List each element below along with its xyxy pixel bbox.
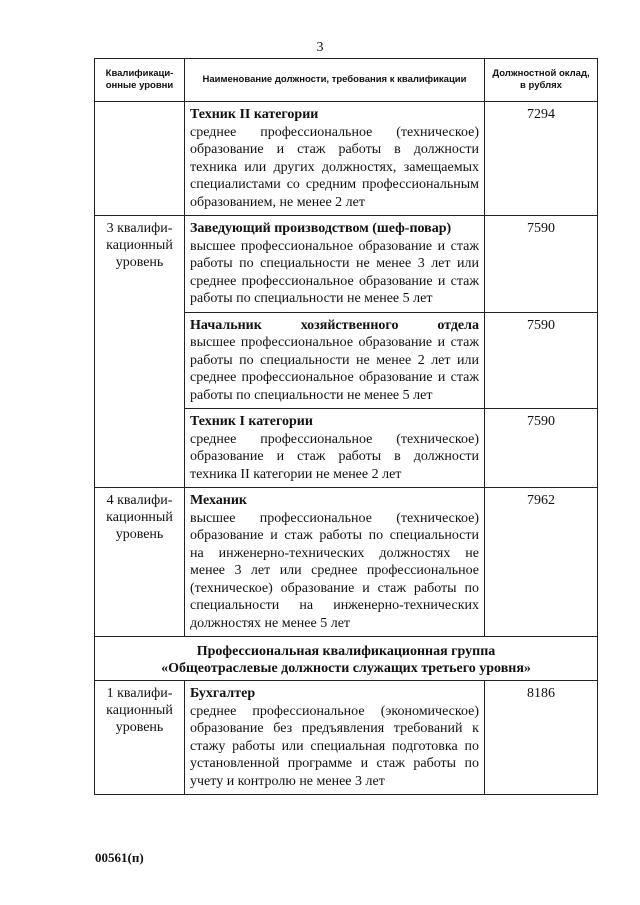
header-qualification-levels: Квалификаци-онные уровни <box>95 59 185 102</box>
position-cell <box>185 216 485 313</box>
salary-cell: 7590 <box>485 216 598 313</box>
salary-cell: 7590 <box>485 312 598 409</box>
position-title: Техник I категории <box>190 414 313 429</box>
position-requirements: среднее профессиональное (техническое) образование и стаж работы в должности техника или других должностях, замещаемых специалистами со средним профессиональным образованием, не менее 2 лет <box>190 124 479 210</box>
table-row <box>95 488 598 637</box>
level-cell: 1 квалифи-кационный уровень <box>95 681 185 795</box>
level-cell <box>95 102 185 216</box>
level-cell: 4 квалифи-кационный уровень <box>95 488 185 637</box>
position-cell <box>185 409 485 488</box>
table-row <box>95 216 598 313</box>
salary-cell: 7294 <box>485 102 598 216</box>
position-cell <box>185 488 485 637</box>
table-row <box>95 681 598 795</box>
group-subtitle: «Общеотраслевые должности служащих третьего уровня» <box>161 661 531 676</box>
page-number: 3 <box>316 40 324 55</box>
position-requirements: высшее профессиональное образование и стаж работы по специальности не менее 2 лет или среднее профессиональное образование и стаж работы по специальности не менее 5 лет <box>190 335 479 403</box>
position-requirements: высшее профессиональное образование и стаж работы по специальности не менее 3 лет или среднее профессиональное образование и стаж работы по специальности не менее 5 лет <box>190 238 479 306</box>
qualification-table <box>94 58 598 795</box>
document-code: 00561(п) <box>95 850 144 865</box>
position-title: Техник II категории <box>190 107 319 122</box>
group-header <box>95 637 598 681</box>
salary-cell: 8186 <box>485 681 598 795</box>
position-requirements: среднее профессиональное (техническое) образование и стаж работы в должности техника II категории не менее 2 лет <box>190 431 479 482</box>
position-requirements: высшее профессиональное (техническое) образование и стаж работы по специальности на инженерно-технических должностях не менее 3 лет или среднее профессиональное (техническое) образование и стаж работы по специальности на инженерно-технических должностях не менее 5 лет <box>190 510 479 631</box>
position-cell <box>185 312 485 409</box>
group-header-row <box>95 637 598 681</box>
header-salary: Должностной оклад, в рублях <box>485 59 598 102</box>
position-requirements: среднее профессиональное (экономическое) образование без предъявления требований к стажу работы или специальная подготовка по установленной программе и стаж работы по учету и контролю не менее 3 лет <box>190 703 479 789</box>
salary-cell: 7590 <box>485 409 598 488</box>
table-row <box>95 102 598 216</box>
level-cell: 3 квалифи-кационный уровень <box>95 216 185 488</box>
group-title: Профессиональная квалификационная группа <box>196 644 496 659</box>
position-title: Заведующий производством (шеф-повар) <box>190 221 452 236</box>
position-title: Механик <box>190 493 247 508</box>
position-title: Начальник хозяйственного отдела <box>190 317 479 333</box>
salary-cell: 7962 <box>485 488 598 637</box>
position-cell <box>185 681 485 795</box>
table-header-row <box>95 59 598 102</box>
position-cell <box>185 102 485 216</box>
header-position-requirements: Наименование должности, требования к квалификации <box>185 59 485 102</box>
position-title: Бухгалтер <box>190 686 256 701</box>
